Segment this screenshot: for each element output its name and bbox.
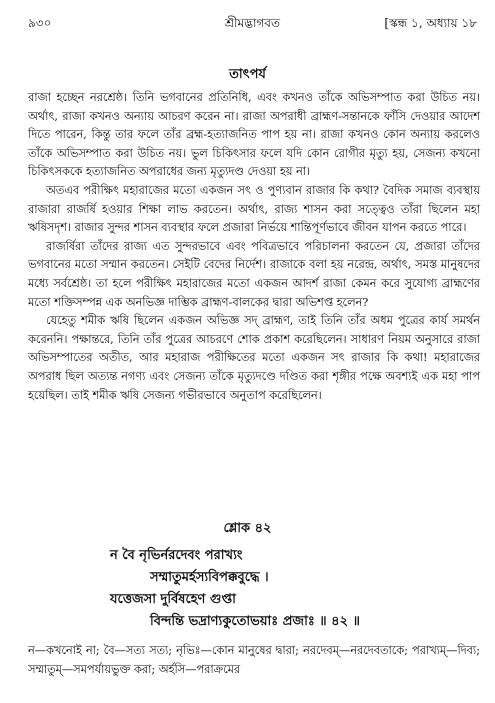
paragraph: রাজা হচ্ছেন নরশ্রেষ্ঠ। তিনি ভগবানের প্রতিনিধি, এবং কখনও তাঁকে অভিসম্পাত করা উচিত নয়। অর্থাৎ, রাজা কখনও অন্যায় আচরণ করেন না। রাজা অপরাধী ব্রাহ্মণ-সন্তানকে ফাঁসি দেওয়ার আদেশ দিতে পারেন, কিন্তু তার ফলে তাঁর ব্রহ্ম-হত্যাজনিত পাপ হয় না। রাজা কখনও কোন অন্যায় করলেও তাঁকে অভিসম্পাত করা উচিত নয়। ভুল চিকিৎসার ফলে যদি কোন রোগীর মৃত্যু হয়, সেজন্য কখনো চিকিৎসককে হত্যাজনিত অপরাধের জন্য মৃত্যুদণ্ড দেওয়া হয় না। [28,91,480,179]
book-title: শ্রীমদ্ভাগবত [224,16,280,30]
paragraph: রাজর্ষিরা তাঁদের রাজ্য এত সুন্দরভাবে এবং পবিত্রভাবে পরিচালনা করতেন যে, প্রজারা তাঁদের ভগবানের মতো সম্মান করতেন। সেইটি বেদের নির্দেশ। রাজাকে বলা হয় নরেন্দ্র, অর্থাৎ, সমস্ত মানুষদের মধ্যে সর্বশ্রেষ্ঠ। তা হলে পরীক্ষিৎ মহারাজের মতো একজন আদর্শ রাজা কেমন করে সুযোগ্য ব্রাহ্মণের মতো শক্তিসম্পন্ন এক অনভিজ্ঞ দাম্ভিক ব্রাহ্মণ-বালকের দ্বারা অভিশপ্ত হলেন? [28,239,480,309]
paragraph: যেহেতু শমীক ঋষি ছিলেন একজন অভিজ্ঞ সদ্ ব্রাহ্মণ, তাই তিনি তাঁর অধম পুত্রের কার্য সমর্থন করেননি। পক্ষান্তরে, তিনি তাঁর পুত্রের আচরণে শোক প্রকাশ করেছিলেন। সাধারণ নিয়ম অনুসারে রাজা অভিসম্পাতের অতীত, আর মহারাজ পরীক্ষিতের মতো একজন সৎ রাজার কি কথা! মহারাজের অপরাধ ছিল অত্যন্ত নগণ্য এবং সেজন্য তাঁকে মৃত্যুদণ্ডে দণ্ডিত করা শৃঙ্গীর পক্ষে অবশ্যই এক মহা পাপ হয়েছিল। তাই শমীক ঋষি সেজন্য গভীরভাবে অনুতাপ করেছিলেন। [28,314,480,402]
verse-line: ন বৈ নৃভির্নরদেবং পরাখ্যং [110,548,243,563]
word-meanings: ন—কখনোই না; বৈ—সত্য সত্য; নৃভিঃ—কোন মানুষের দ্বারা; নরদেবম্—নরদেবতাকে; পরাখ্যম্—দিব্য; সম্মাতুম্—সমপর্যায়ভুক্ত করা; অর্হসি—পরাক্রমের [28,644,480,676]
verse-block [0,545,495,633]
verse-line: সম্মাতুমর্হস্যবিপক্কবুদ্ধে । [150,570,269,585]
purport-body [28,89,480,405]
purport-heading: তাৎপর্য [229,67,266,82]
verse-title: শ্লোক ৪২ [223,521,272,536]
page-number: ৯৩০ [28,16,52,30]
verse-line: যত্তেজসা দুর্বিষহেণ গুপ্তা [110,592,236,607]
paragraph: অতএব পরীক্ষিৎ মহারাজের মতো একজন সৎ ও পুণ্যবান রাজার কি কথা? বৈদিক সমাজ ব্যবস্থায় রাজারা রাজর্ষি হওয়ার শিক্ষা লাভ করতেন। অর্থাৎ, রাজ্য শাসন করা সত্ত্বেও তাঁরা ছিলেন মহা ঋষিসদৃশ। রাজার সুন্দর শাসন ব্যবস্থার ফলে প্রজারা নির্ভয়ে শান্তিপূর্ণভাবে জীবন যাপন করতে পারে। [28,183,480,235]
section-reference: [স্কন্ধ ১, অধ্যায় ১৮ [384,16,477,30]
verse-line: বিন্দন্তি ভদ্রাণ্যকুতোভয়াঃ প্রজাঃ ॥ ৪২ ॥ [150,614,360,629]
page-header [28,14,477,32]
